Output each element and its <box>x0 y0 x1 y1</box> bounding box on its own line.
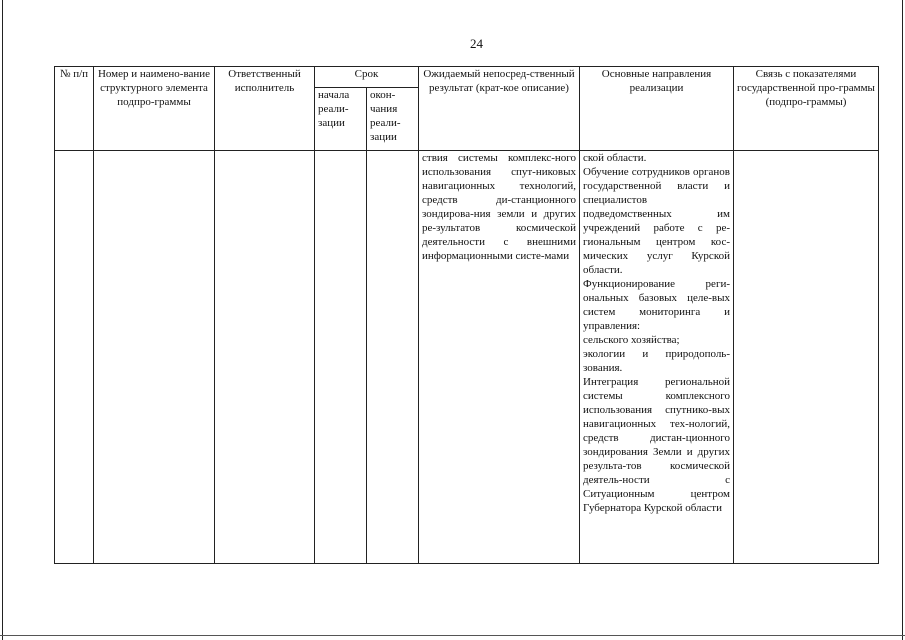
directions-paragraph: экологии и природополь-зования. <box>583 348 730 374</box>
directions-paragraph: Обучение сотрудников органов государственной власти и специалистов подведомственных им учреждений работе с ре-гиональным центром кос-мических услуг Курской области. <box>583 166 730 276</box>
page-left-edge <box>2 0 3 640</box>
cell-term-end <box>367 151 419 564</box>
header-result: Ожидаемый непосред-ственный результат (крат-кое описание) <box>419 67 580 151</box>
header-directions: Основные направления реализации <box>580 67 734 151</box>
cell-name <box>94 151 215 564</box>
cell-directions <box>580 151 734 564</box>
header-term-start: начала реали-зации <box>315 88 367 151</box>
header-term: Срок <box>315 67 419 88</box>
directions-paragraph: Функционирование реги-ональных базовых целе-вых систем мониторинга и управления: <box>583 278 730 332</box>
cell-responsible <box>215 151 315 564</box>
cell-result: ствия системы комплекс-ного использования спут-никовых навигационных технологий, средств ди-станционного зондирова-ния земли и других ре-зультатов космической деятельности с внешними информационными систе-мами <box>419 151 580 564</box>
cell-term-start <box>315 151 367 564</box>
header-name: Номер и наимено-вание структурного элемента подпро-граммы <box>94 67 215 151</box>
directions-paragraph: сельского хозяйства; <box>583 334 680 346</box>
cell-num <box>55 151 94 564</box>
cell-link <box>734 151 879 564</box>
header-num: № п/п <box>55 67 94 151</box>
directions-paragraph: Интеграция региональной системы комплексного использования спутнико-вых навигационных тех-нологий, средств дистан-ционного зондирования Земли и других результа-тов космической деятель-ности с Ситуационным центром Губернатора Курской области <box>583 376 730 514</box>
page-number: 24 <box>470 36 483 51</box>
header-term-end: окон-чания реали-зации <box>367 88 419 151</box>
directions-paragraph: ской области. <box>583 152 647 164</box>
page-right-edge <box>902 0 903 640</box>
program-table <box>54 66 879 564</box>
page-bottom-edge <box>0 635 905 636</box>
header-row <box>55 67 879 88</box>
header-link: Связь с показателями государственной про-граммы (подпро-граммы) <box>734 67 879 151</box>
table-row <box>55 151 879 564</box>
header-responsible: Ответственный исполнитель <box>215 67 315 151</box>
